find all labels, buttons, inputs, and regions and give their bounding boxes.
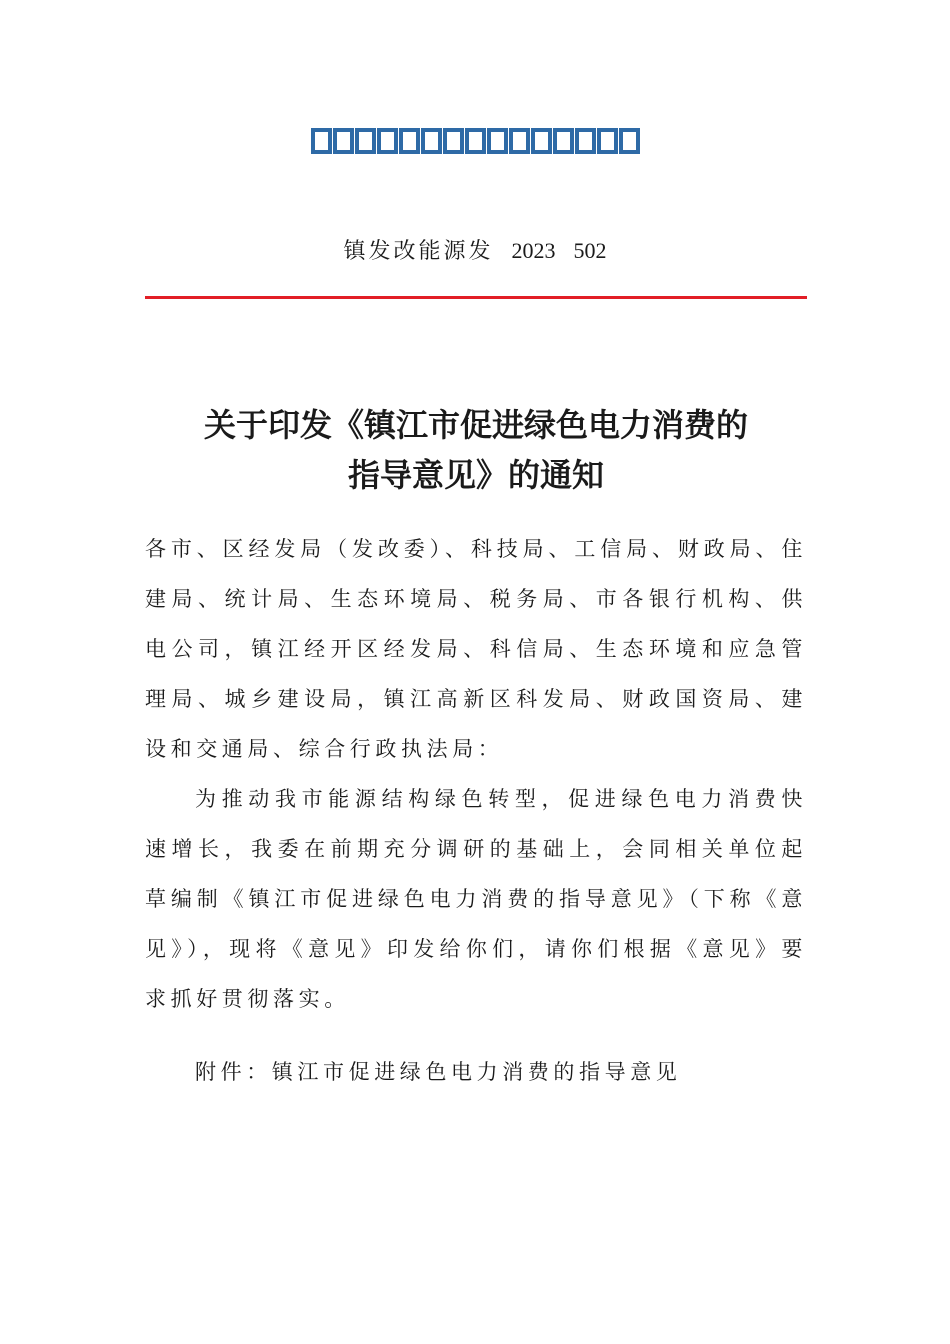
addressee-list: 各市、区经发局（发改委）、科技局、工信局、财政局、住建局、统计局、生态环境局、税务局、市各银行机构、供电公司，镇江经开区经发局、科信局、生态环境和应急管理局、城乡建设局，镇江高新区科发局、财政国资局、建设和交通局、综合行政执法局： xyxy=(145,537,807,761)
document-number xyxy=(0,234,950,265)
header-glyph-box xyxy=(443,128,464,154)
header-glyph-box xyxy=(597,128,618,154)
body-paragraph: 为推动我市能源结构绿色转型，促进绿色电力消费快速增长，我委在前期充分调研的基础上，会同相关单位起草编制《镇江市促进绿色电力消费的指导意见》（下称《意见》），现将《意见》印发给你们，请你们根据《意见》要求抓好贯彻落实。 xyxy=(145,787,807,1011)
header-glyph-box xyxy=(531,128,552,154)
header-glyph-box xyxy=(575,128,596,154)
header-glyph-box xyxy=(311,128,332,154)
header-glyph-box xyxy=(509,128,530,154)
header-glyph-box xyxy=(399,128,420,154)
doc-number-serial: 502 xyxy=(573,238,607,263)
title-line-1: 关于印发《镇江市促进绿色电力消费的 xyxy=(203,406,748,444)
header-glyph-box xyxy=(465,128,486,154)
header-glyph-row xyxy=(311,128,640,154)
header-glyph-box xyxy=(553,128,574,154)
red-divider-line xyxy=(145,296,807,299)
doc-number-year: 2023 xyxy=(511,238,556,263)
header-glyph-box xyxy=(487,128,508,154)
header-glyph-box xyxy=(377,128,398,154)
header-glyph-box xyxy=(355,128,376,154)
issuing-authority-header xyxy=(0,128,950,172)
header-glyph-box xyxy=(333,128,354,154)
header-glyph-box xyxy=(421,128,442,154)
header-glyph-box xyxy=(619,128,640,154)
document-title xyxy=(145,400,807,500)
doc-number-prefix: 镇发改能源发 xyxy=(343,239,494,264)
attachment-note: 附件：镇江市促进绿色电力消费的指导意见 xyxy=(195,1060,682,1084)
title-line-2: 指导意见》的通知 xyxy=(347,456,604,494)
